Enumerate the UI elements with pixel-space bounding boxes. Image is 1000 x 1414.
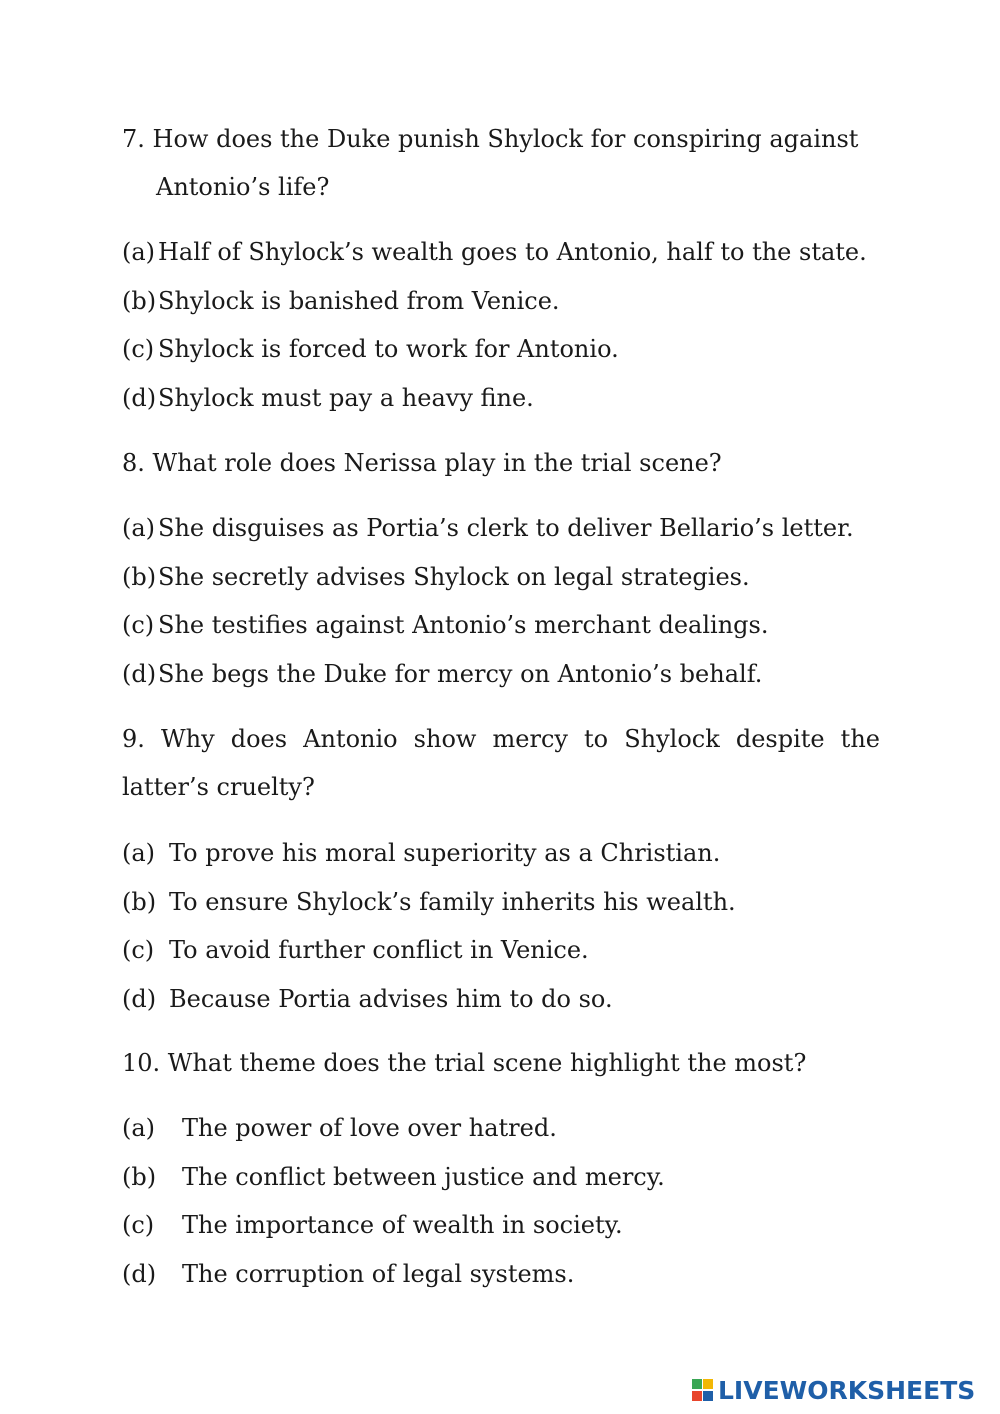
option-text: Shylock is banished from Venice.: [158, 286, 560, 315]
option-text: The conflict between justice and mercy.: [182, 1162, 665, 1191]
question-8-option-c[interactable]: [122, 601, 902, 650]
question-7-option-c[interactable]: [122, 325, 902, 374]
question-7-option-b[interactable]: [122, 277, 902, 326]
option-text: Half of Shylock’s wealth goes to Antonio, half to the state.: [158, 238, 867, 266]
question-9-prompt-line2: latter’s cruelty?: [122, 773, 315, 801]
option-text: To prove his moral superiority as a Christian.: [169, 839, 721, 867]
question-7-option-d[interactable]: [122, 374, 902, 423]
option-label: (a): [122, 238, 156, 266]
option-text: The corruption of legal systems.: [182, 1259, 575, 1288]
question-9-option-a[interactable]: [122, 829, 902, 878]
option-label: (c): [122, 1211, 155, 1239]
option-label: (b): [122, 887, 157, 916]
question-7-options: [122, 228, 902, 422]
question-10-options: [122, 1104, 902, 1298]
question-10-prompt: 10. What theme does the trial scene highlight the most?: [122, 1049, 807, 1077]
option-label: (d): [122, 984, 157, 1013]
option-text: She testifies against Antonio’s merchant dealings.: [158, 611, 769, 639]
question-8: [122, 439, 880, 487]
option-label: (d): [122, 383, 157, 412]
option-label: (b): [122, 1162, 157, 1191]
option-text: She disguises as Portia’s clerk to deliver Bellario’s letter.: [158, 514, 854, 542]
question-8-prompt: 8. What role does Nerissa play in the trial scene?: [122, 449, 722, 477]
question-9-option-d[interactable]: [122, 975, 902, 1024]
question-7-option-a[interactable]: [122, 228, 902, 277]
option-label: (c): [122, 335, 155, 363]
option-text: She secretly advises Shylock on legal strategies.: [158, 562, 750, 591]
question-8-options: [122, 504, 902, 698]
watermark-text: LIVEWORKSHEETS: [718, 1375, 976, 1405]
option-label: (a): [122, 514, 156, 542]
option-text: To ensure Shylock’s family inherits his wealth.: [169, 887, 736, 916]
option-text: The power of love over hatred.: [182, 1114, 557, 1142]
option-text: Shylock is forced to work for Antonio.: [158, 335, 619, 363]
question-8-option-d[interactable]: [122, 650, 902, 699]
option-label: (a): [122, 839, 156, 867]
option-label: (b): [122, 562, 157, 591]
option-label: (c): [122, 936, 155, 964]
question-7: [122, 115, 880, 211]
question-10: [122, 1039, 880, 1087]
option-text: Because Portia advises him to do so.: [169, 984, 613, 1013]
question-9-option-b[interactable]: [122, 878, 902, 927]
liveworksheets-logo-icon: [692, 1378, 714, 1402]
option-label: (c): [122, 611, 155, 639]
question-9: [122, 715, 880, 811]
question-8-option-b[interactable]: [122, 553, 902, 602]
question-7-prompt-line2: Antonio’s life?: [156, 173, 330, 201]
option-text: Shylock must pay a heavy fine.: [158, 383, 534, 412]
option-text: The importance of wealth in society.: [182, 1211, 623, 1239]
question-9-prompt-line1: 9. Why does Antonio show mercy to Shylock despite the: [122, 725, 880, 753]
option-label: (d): [122, 659, 157, 688]
option-label: (b): [122, 286, 157, 315]
liveworksheets-watermark[interactable]: [692, 1374, 988, 1406]
question-8-option-a[interactable]: [122, 504, 902, 553]
question-10-option-b[interactable]: [122, 1153, 902, 1202]
option-text: She begs the Duke for mercy on Antonio’s behalf.: [158, 659, 763, 688]
option-label: (d): [122, 1259, 157, 1288]
question-10-option-c[interactable]: [122, 1201, 902, 1250]
question-7-prompt-line1: 7. How does the Duke punish Shylock for conspiring against: [122, 125, 859, 153]
option-label: (a): [122, 1114, 156, 1142]
option-text: To avoid further conflict in Venice.: [169, 936, 589, 964]
question-10-option-a[interactable]: [122, 1104, 902, 1153]
question-10-option-d[interactable]: [122, 1250, 902, 1299]
question-9-options: [122, 829, 902, 1023]
question-9-option-c[interactable]: [122, 926, 902, 975]
